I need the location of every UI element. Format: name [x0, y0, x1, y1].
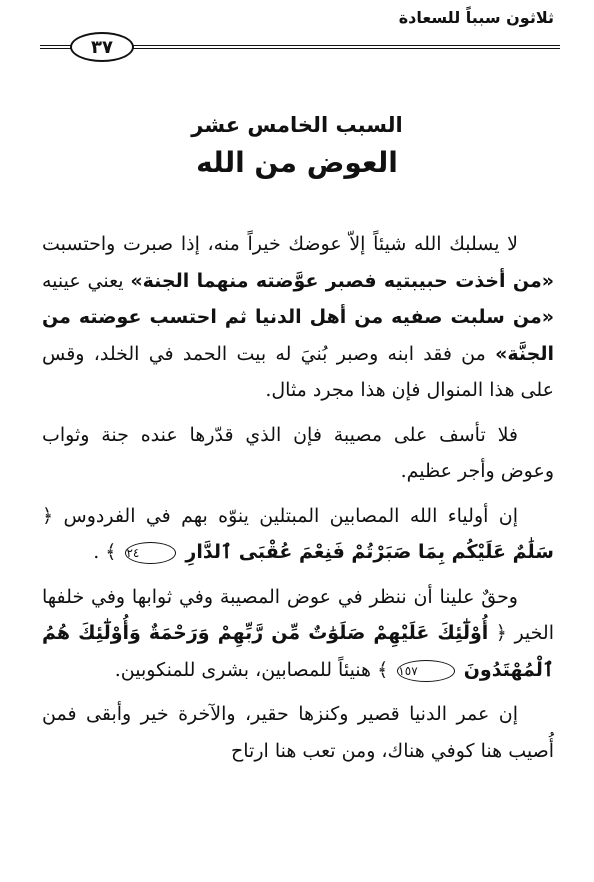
chapter-title: العوض من الله: [196, 146, 398, 179]
paragraph-4-text-a: وحقٌ علينا أن ننظر في عوض المصيبة وفي ثوابها وفي خلفها الخير: [42, 585, 554, 644]
paragraph-4-text-b: هنيئاً للمصابين، بشرى للمنكوبين.: [114, 658, 372, 681]
section-title: السبب الخامس عشر: [191, 113, 403, 137]
hadith-quote-2: «من سلبت صفيه من أهل الدنيا ثم احتسب عوضته من الجنَّة»: [42, 306, 554, 365]
paragraph-3: [42, 498, 554, 571]
verse-open-bracket: ﴿: [42, 504, 54, 527]
verse-close-bracket: ﴾: [105, 541, 117, 563]
verse-open-bracket: ﴿: [495, 622, 507, 644]
paragraph-5-text: إن عمر الدنيا قصير وكنزها حقير، والآخرة خير وأبقى فمن أُصيب هنا كوفي هناك، ومن تعب هنا ارتاح: [42, 703, 554, 762]
paragraph-1-text-c: من فقد ابنه وصبر بُنيَ له بيت الحمد في الخلد، وقس على هذا المنوال فإن هذا مجرد مثال.: [42, 342, 554, 401]
paragraph-2-text: فلا تأسف على مصيبة فإن الذي قدّرها عنده جنة وثواب وعوض وأجر عظيم.: [42, 423, 554, 482]
ayah-number-marker: ٢٤: [125, 542, 176, 564]
paragraph-3-text: إن أولياء الله المصابين المبتلين ينوّه بهم في الفردوس: [63, 504, 518, 527]
paragraph-2: [42, 417, 554, 490]
verse-close-bracket: ﴾: [377, 658, 389, 681]
paragraph-1-text-a: لا يسلبك الله شيئاً إلاّ عوضك خيراً منه، إذا صبرت واحتسبت: [42, 233, 518, 255]
paragraph-5: [42, 696, 554, 769]
paragraph-1: [42, 226, 554, 409]
body-text: [42, 226, 554, 777]
quran-verse-1: سَلَٰمٌ عَلَيْكُم بِمَا صَبَرْتُمْ فَنِعْمَ عُقْبَى ٱلدَّارِ: [185, 541, 554, 563]
paragraph-4: [42, 579, 554, 689]
ayah-number-marker: ١٥٧: [397, 660, 454, 682]
page-number-badge: ٣٧: [70, 32, 134, 62]
paragraph-1-text-b: يعني عينيه: [42, 269, 124, 292]
quran-verse-2: أُوْلَٰٓئِكَ عَلَيْهِمْ صَلَوَٰتٌ مِّن رَّبِّهِمْ وَرَحْمَةٌ وَأُوْلَٰٓئِكَ هُمُ ٱلْمُهْتَدُونَ: [42, 622, 554, 681]
running-header-title: ثلاثون سبباً للسعادة: [398, 8, 554, 27]
hadith-quote-1: «من أخذت حبيبتيه فصبر عوَّضته منهما الجنة»: [130, 269, 555, 292]
paragraph-3-end: .: [93, 541, 100, 563]
